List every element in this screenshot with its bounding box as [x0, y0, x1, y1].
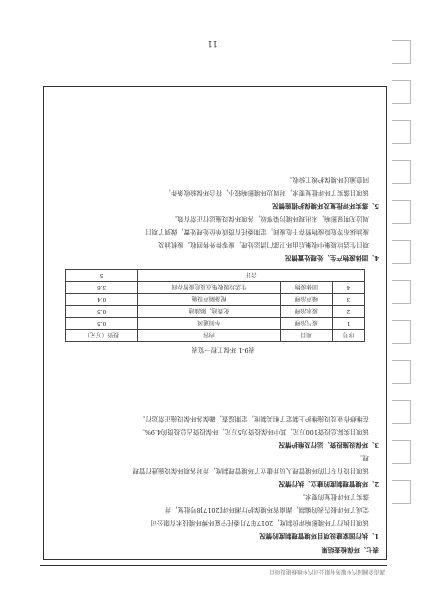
- table-caption: 表9-1 环保工程一览表: [191, 346, 255, 354]
- margin-bar: [392, 120, 411, 144]
- paragraph-line: 该项目落实了环评批复要求，对周边环境影响较小，符合环保验收条件，: [164, 189, 369, 197]
- table-cell: 0.5: [66, 318, 138, 330]
- table-cell: 化粪池、隔油池: [138, 306, 280, 318]
- table-cell: 车间通风: [138, 318, 280, 330]
- paragraph-line: 该项目执行了环境影响评价制度，2017年7月委托宁夏环博环境技术有限公司: [150, 519, 369, 527]
- margin-bar: [392, 360, 411, 384]
- paragraph-line: 废油抹布等危险废物暂存于危废间，定期委托有资质单位处理处置，做到了项目: [145, 228, 369, 236]
- margin-bar: [392, 400, 411, 424]
- section-heading: 3、环保设施投资、运行及维护情况: [278, 441, 379, 449]
- table-cell: 3: [332, 294, 364, 306]
- section-heading: 5、落实环评批复及环境保护措施情况: [272, 202, 379, 210]
- paragraph-line: 周边无明显影响，未出现环境污染事故，各项环保设施运行正常有效。: [170, 215, 369, 223]
- page-header: 湖南金湘园汽车服务有限公司汽车维修建设项目: [269, 568, 385, 574]
- table-cell: 固体废物: [280, 282, 332, 294]
- margin-bar: [392, 480, 411, 504]
- total-value-cell: 5: [66, 270, 138, 282]
- table-cell: 0.5: [66, 306, 138, 318]
- paragraph-line: 完成了环评报告表的编制，湖南省环境保护厅湘环评[2017]8号批复，并: [164, 506, 369, 514]
- margin-bar: [392, 240, 411, 264]
- table-cell: 4: [332, 282, 364, 294]
- table-row: [66, 306, 365, 318]
- section-heading: 1、执行国家建设项目环境管理制度的情况: [259, 532, 379, 540]
- table-cell: 配备隔声设施: [138, 294, 280, 306]
- table-total-row: [66, 270, 365, 282]
- table-cell: 噪声治理: [280, 294, 332, 306]
- paragraph-line: 项目生活垃圾集中收集后由环卫部门清运处理，废零件外售回收。废机油及: [158, 241, 369, 249]
- table-row: [66, 318, 365, 330]
- margin-bar: [392, 160, 411, 184]
- table-cell: 1: [332, 318, 364, 330]
- margin-bar: [392, 440, 411, 464]
- section-heading: 4、固体废物产生、处理处置情况: [285, 254, 379, 262]
- section-title: 表七、环保检查结果: [321, 546, 379, 554]
- table-cell: 3.6: [66, 282, 138, 294]
- paragraph-line: 该项目设有专门的环境管理人员并建立了环境管理制度，并对各项环保设施进行管理: [132, 467, 369, 475]
- environmental-works-table: [65, 269, 365, 342]
- table-cell: 0.4: [66, 294, 138, 306]
- paragraph-line: 同意通过环境保护竣工验收。: [285, 176, 369, 184]
- paragraph-line: 理。: [356, 454, 369, 462]
- header-cell-content: 内容: [138, 330, 280, 342]
- table-cell: 废气治理: [280, 318, 332, 330]
- header-cell-investment: 投资（万元）: [66, 330, 138, 342]
- margin-bar: [392, 320, 411, 344]
- table-cell: 2: [332, 306, 364, 318]
- paragraph-line: 落实了环评批复的要求。: [298, 493, 369, 501]
- margin-bar: [392, 280, 411, 304]
- total-label-cell: 合计: [138, 270, 365, 282]
- paragraph-line: 在维修作业及设施维护上制定了相关制度，定期巡查，确保各环保设施正常运行。: [138, 415, 369, 423]
- section-heading: 2、环境管理制度的建立、执行情况: [278, 480, 379, 488]
- page-number: 11: [207, 39, 218, 48]
- paragraph-line: 该项目实际总投资100万元，其中环保投资为5万元，环保投资占总投资的4.9%。: [138, 428, 369, 436]
- header-rule: [40, 565, 387, 566]
- header-cell-index: 序号: [332, 330, 364, 342]
- table-cell: 生活垃圾收集点及危废暂存间: [138, 282, 280, 294]
- table-header-row: [66, 330, 365, 342]
- table-row: [66, 282, 365, 294]
- table-cell: 废水治理: [280, 306, 332, 318]
- table-row: [66, 294, 365, 306]
- margin-bar: [392, 80, 411, 104]
- header-cell-item: 项目: [280, 330, 332, 342]
- margin-bar: [392, 40, 411, 64]
- margin-bar: [392, 200, 411, 224]
